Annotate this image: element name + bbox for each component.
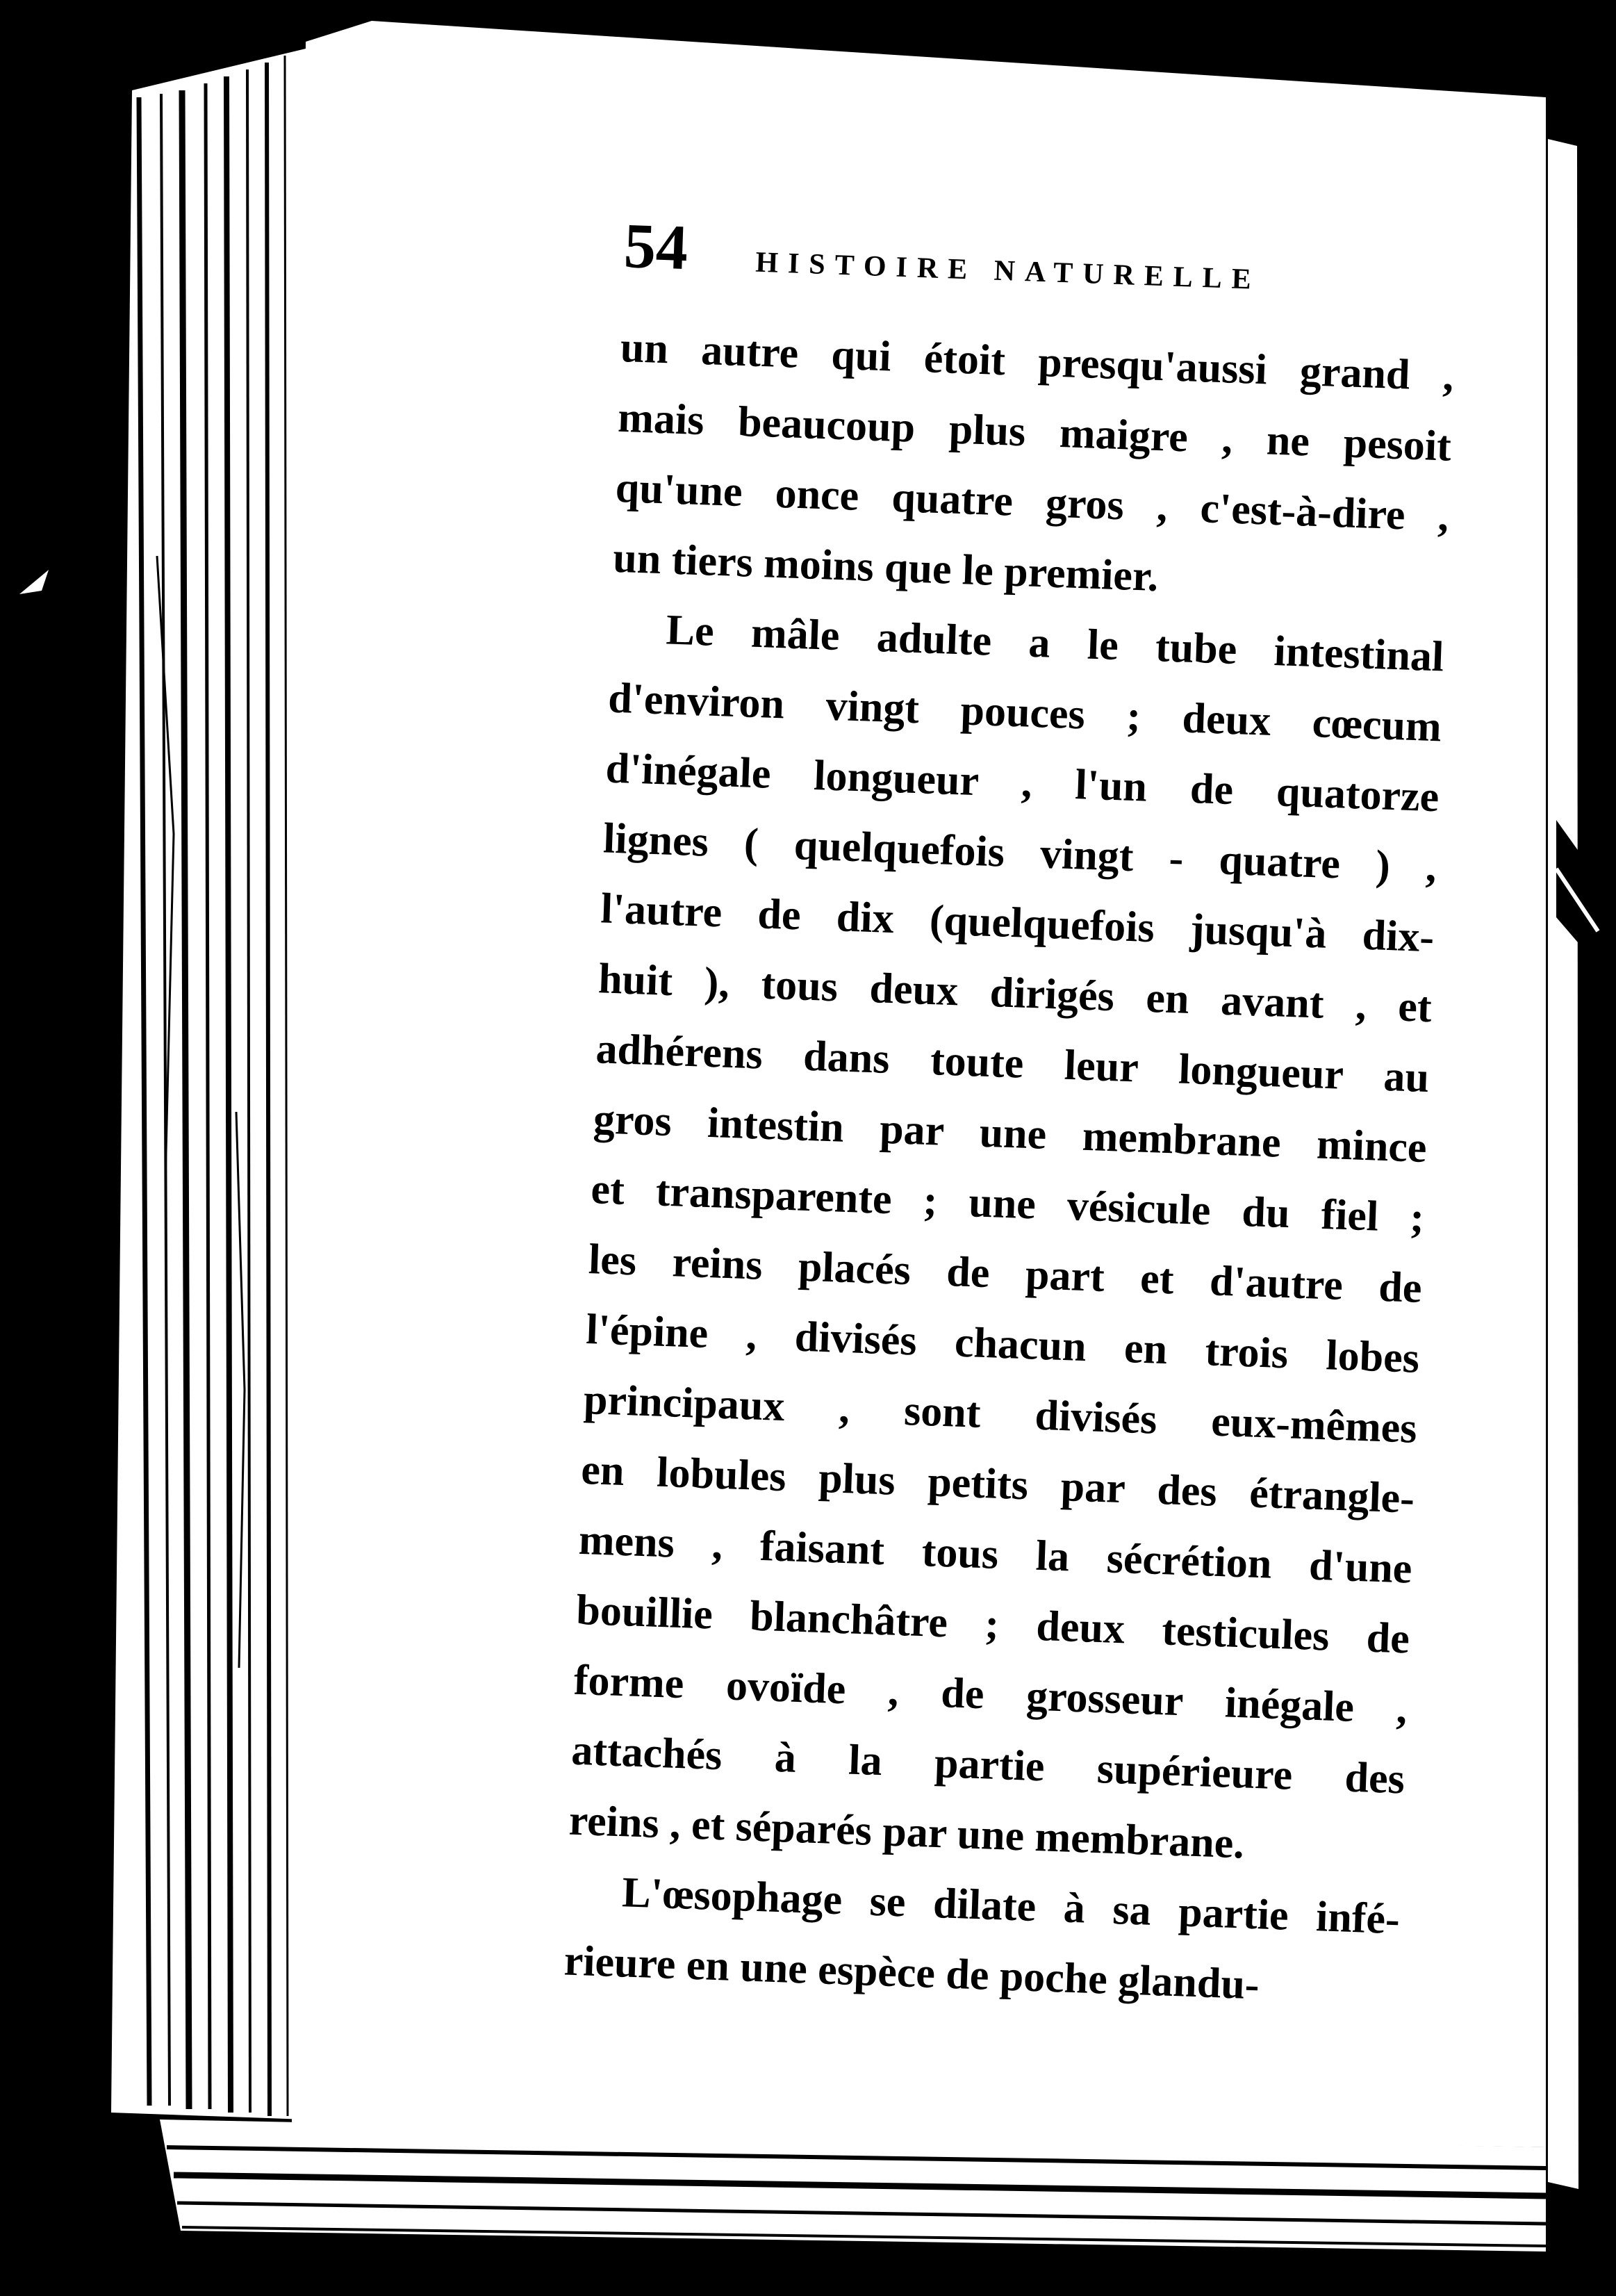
text-line: un tiers moins que le premier.: [612, 534, 1160, 601]
text-line: lignes ( quelquefois vingt - quatre ) ,: [602, 814, 1437, 892]
text-line: qu'une once quatre gros , c'est-à-dire ,: [614, 464, 1450, 541]
page-text: [563, 208, 1458, 2025]
left-page-edges: [111, 49, 306, 2119]
text-line: l'épine , divisés chacun en trois lobes: [585, 1306, 1421, 1382]
text-line: huit ), tous deux dirigés en avant , et: [597, 955, 1433, 1032]
text-line: mens , faisant tous la sécrétion d'une: [577, 1516, 1413, 1593]
page-number: 54: [623, 209, 689, 284]
text-line: mais beaucoup plus maigre , ne pesoit: [617, 393, 1452, 470]
paragraph: [563, 1856, 1401, 2026]
body-text: [563, 313, 1455, 2025]
text-line: d'environ vingt pouces ; deux cœcum: [607, 674, 1442, 751]
text-line: forme ovoïde , de grosseur inégale ,: [572, 1656, 1408, 1733]
text-line: en lobules plus petits par des étrangle-: [580, 1445, 1416, 1523]
text-line: et transparente ; une vésicule du fiel ;: [590, 1165, 1426, 1242]
text-line: rieure en une espèce de poche glandu-: [563, 1937, 1260, 2009]
text-line: adhérens dans toute leur longueur au: [595, 1025, 1431, 1102]
paragraph: [612, 313, 1455, 623]
text-line: principaux , sont divisés eux-mêmes: [582, 1375, 1418, 1452]
text-line: Le mâle adulte a le tube intestinal: [665, 606, 1445, 681]
text-line: bouillie blanchâtre ; deux testicules de: [575, 1586, 1411, 1663]
text-line: gros intestin par une membrane mince: [593, 1095, 1428, 1172]
running-title: HISTOIRE NATURELLE: [755, 246, 1262, 296]
text-line: l'autre de dix (quelquefois jusqu'à dix-: [600, 885, 1435, 962]
text-line: d'inégale longueur , l'un de quatorze: [604, 744, 1440, 821]
text-line: attachés à la partie supérieure des: [570, 1726, 1405, 1803]
text-line: un autre qui étoit presqu'aussi grand ,: [619, 323, 1455, 400]
text-line: reins , et séparés par une membrane.: [568, 1796, 1245, 1868]
paragraph: [568, 593, 1445, 1885]
text-line: les reins placés de part et d'autre de: [588, 1236, 1423, 1312]
text-line: L'œsophage se dilate à sa partie infé-: [621, 1869, 1401, 1944]
